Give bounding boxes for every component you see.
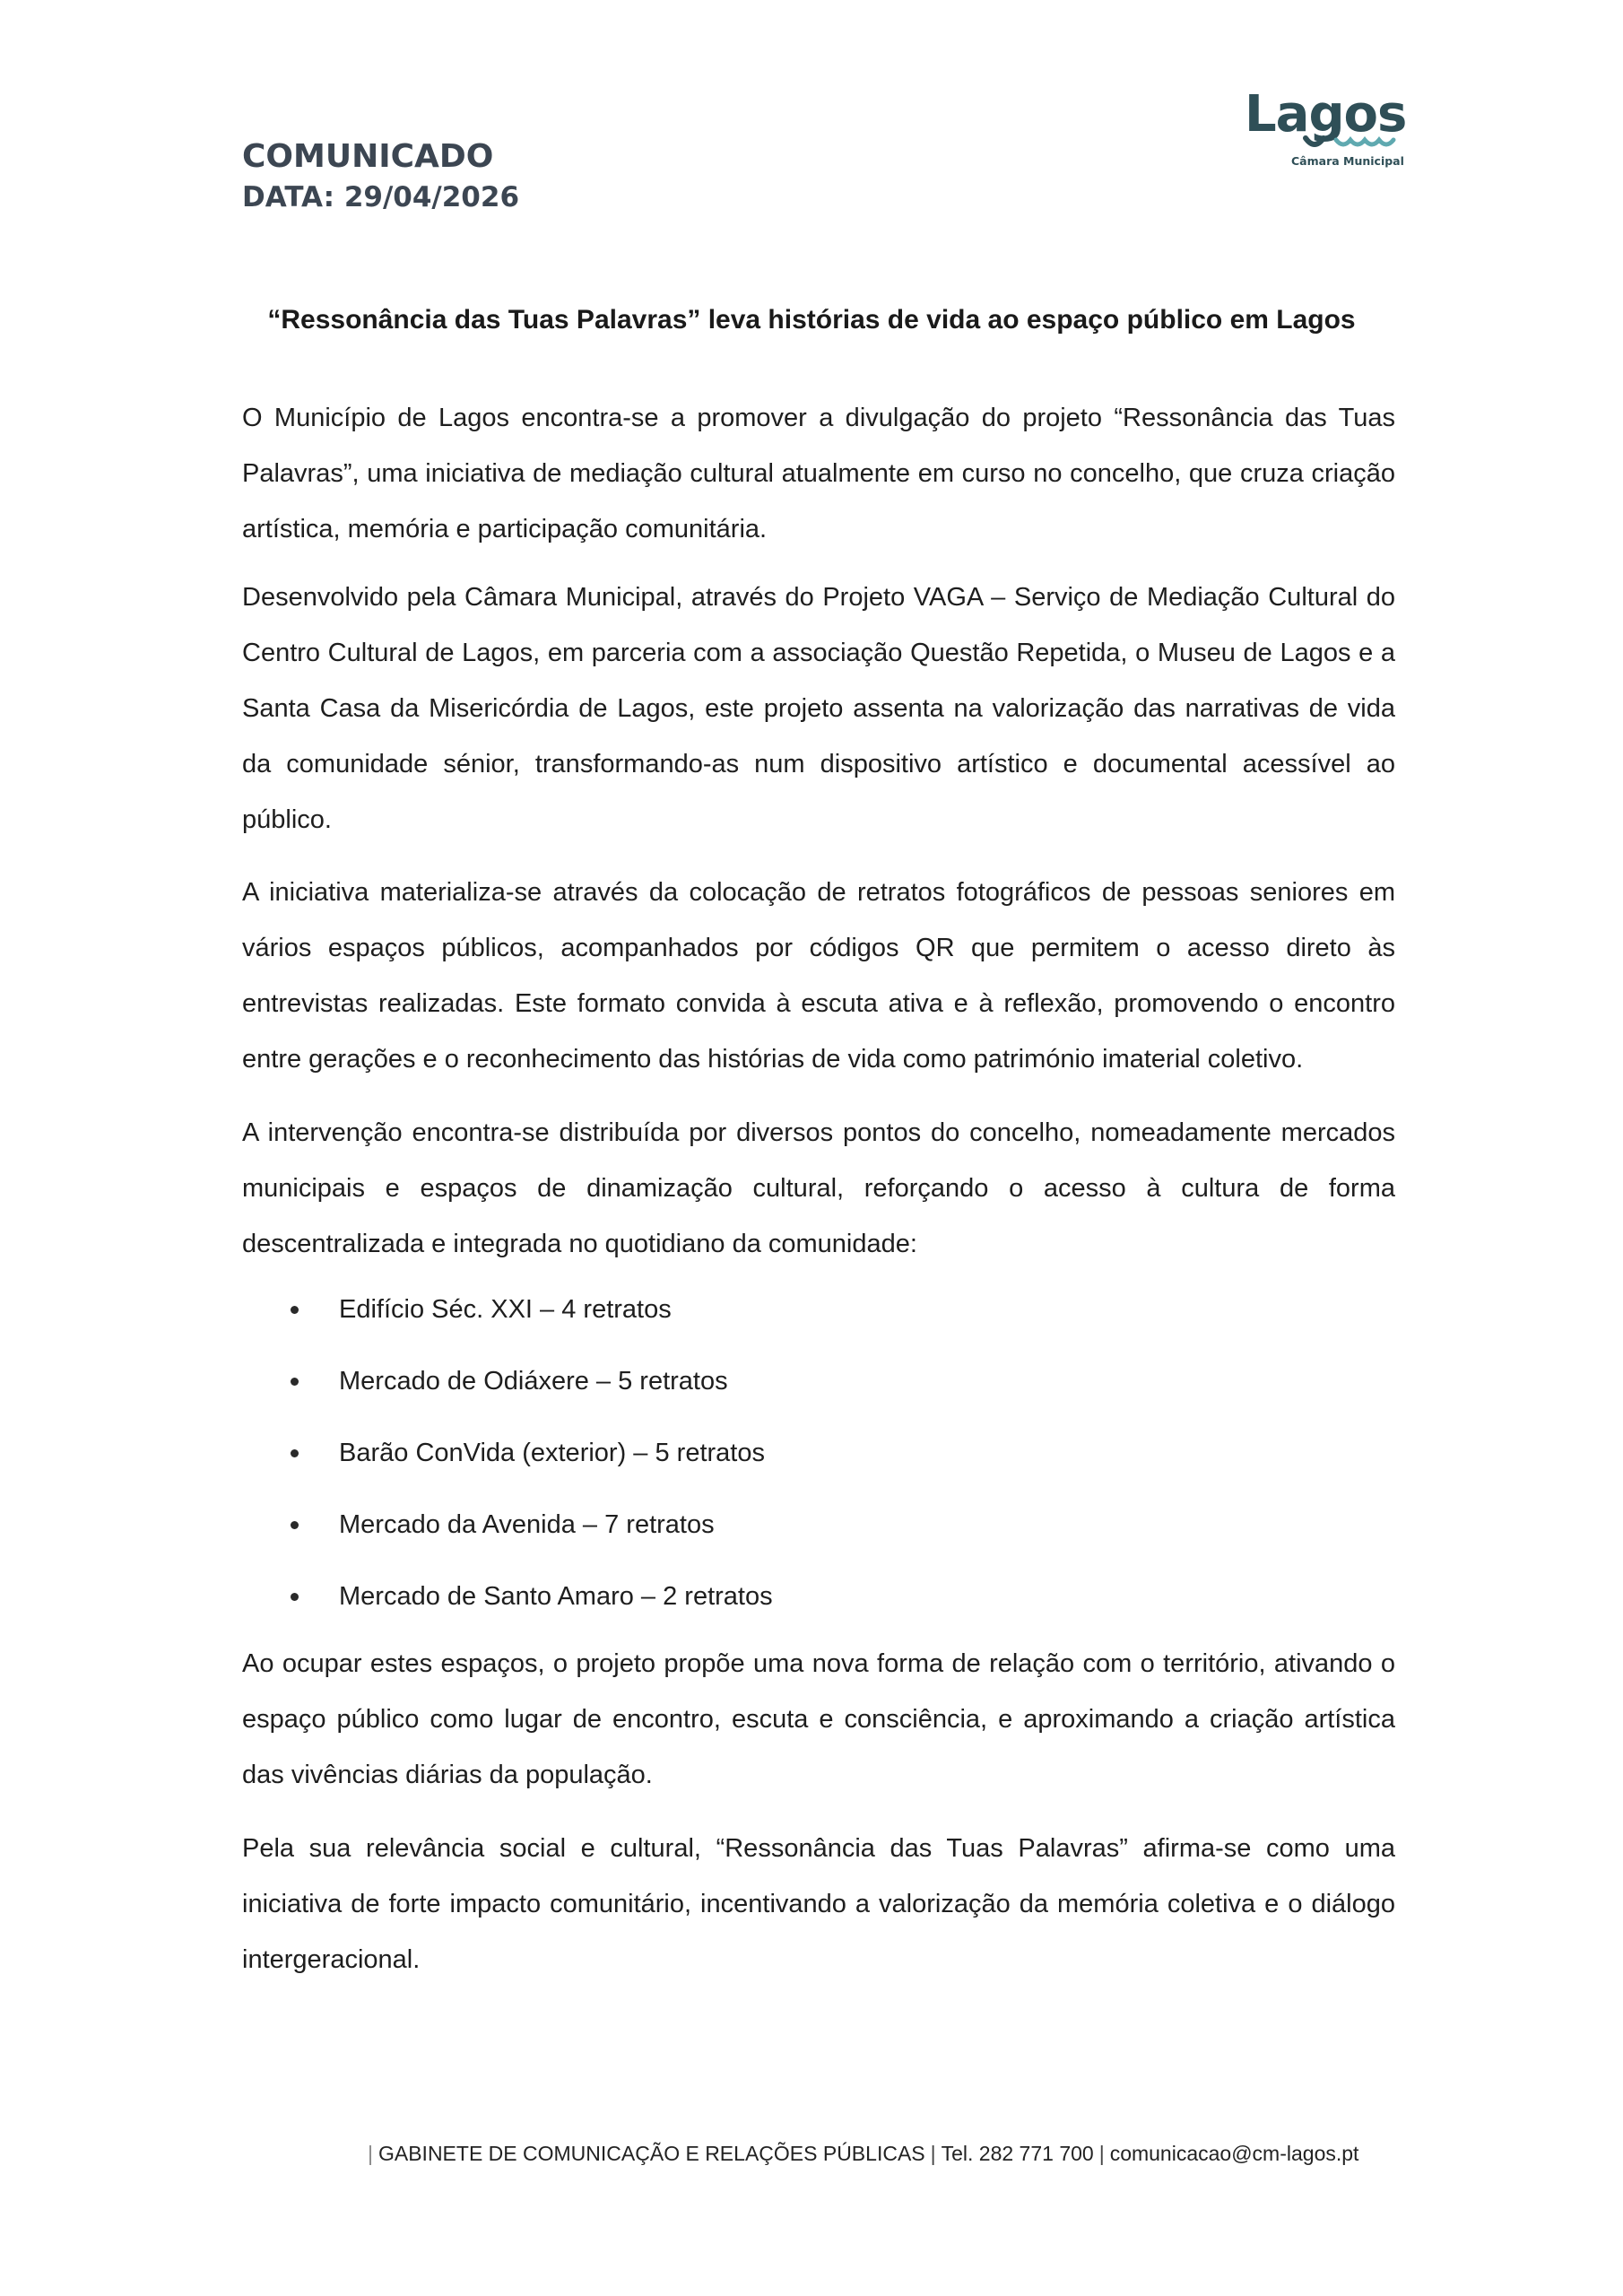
paragraph-2 [242,570,1395,848]
bullet-icon [291,1521,299,1529]
bullet-icon [291,1449,299,1457]
list-item [287,1360,773,1431]
footer-phone: Tel. 282 771 700 [941,2142,1094,2165]
logo-wordmark: Lagos [1245,85,1407,144]
paragraph-1 [242,390,1395,557]
location-text: Mercado de Odiáxere – 5 retratos [339,1367,728,1396]
paragraph-text: A intervenção encontra-se distribuída por diversos pontos do concelho, nomeadamente mercados municipais e espaços de dinamização cultural, reforçando o acesso à cultura de forma descentralizada e integrada no quotidiano da comunidade: [242,1118,1395,1258]
footer-contact [368,2142,1358,2166]
location-text: Edifício Séc. XXI – 4 retratos [339,1295,672,1324]
paragraph-text: O Município de Lagos encontra-se a promover a divulgação do projeto “Ressonância das Tuas Palavras”, uma iniciativa de mediação cultural atualmente em curso no concelho, que cruza criação artística, memória e participação comunitária. [242,404,1395,544]
document-type: COMUNICADO [242,138,494,175]
list-item [287,1503,773,1575]
paragraph-text: A iniciativa materializa-se através da colocação de retratos fotográficos de pessoas seniores em vários espaços públicos, acompanhados por códigos QR que permitem o acesso direto às entrevistas realizadas. Este formato convida à escuta ativa e à reflexão, promovendo o encontro entre gerações e o reconhecimento das histórias de vida como património imaterial coletivo. [242,878,1395,1074]
footer-divider: | [368,2142,373,2165]
paragraph-3 [242,865,1395,1087]
footer-divider: | [1098,2142,1105,2165]
location-text: Mercado de Santo Amaro – 2 retratos [339,1582,773,1611]
list-item [287,1288,773,1360]
press-release-headline: “Ressonância das Tuas Palavras” leva histórias de vida ao espaço público em Lagos [267,305,1356,335]
lagos-logo [1245,85,1415,178]
document-header [242,136,519,217]
footer-email[interactable]: comunicacao@cm-lagos.pt [1109,2142,1359,2165]
paragraph-text: Ao ocupar estes espaços, o projeto propõe uma nova forma de relação com o território, ativando o espaço público como lugar de encontro, escuta e consciência, e aproximando a criação artística das vivências diárias da população. [242,1649,1395,1789]
bullet-icon [291,1378,299,1386]
paragraph-6 [242,1821,1395,1987]
waves-icon [1302,135,1401,152]
location-text: Mercado da Avenida – 7 retratos [339,1510,715,1539]
list-item [287,1431,773,1503]
locations-list [287,1288,773,1647]
bullet-icon [291,1593,299,1601]
paragraph-text: Desenvolvido pela Câmara Municipal, através do Projeto VAGA – Serviço de Mediação Cultural do Centro Cultural de Lagos, em parceria com a associação Questão Repetida, o Museu de Lagos e a Santa Casa da Misericórdia de Lagos, este projeto assenta na valorização das narrativas de vida da comunidade sénior, transformando-as num dispositivo artístico e documental acessível ao público. [242,583,1395,834]
paragraph-text: Pela sua relevância social e cultural, “Ressonância das Tuas Palavras” afirma-se como uma iniciativa de forte impacto comunitário, incentivando a valorização da memória coletiva e o diálogo intergeracional. [242,1834,1395,1974]
bullet-icon [291,1306,299,1314]
footer-divider: | [930,2142,936,2165]
logo-subtitle: Câmara Municipal [1291,154,1404,168]
document-date: DATA: 29/04/2026 [242,181,520,213]
paragraph-4 [242,1105,1395,1272]
paragraph-5 [242,1636,1395,1803]
location-text: Barão ConVida (exterior) – 5 retratos [339,1439,765,1467]
footer-department: GABINETE DE COMUNICAÇÃO E RELAÇÕES PÚBLICAS [378,2142,925,2165]
